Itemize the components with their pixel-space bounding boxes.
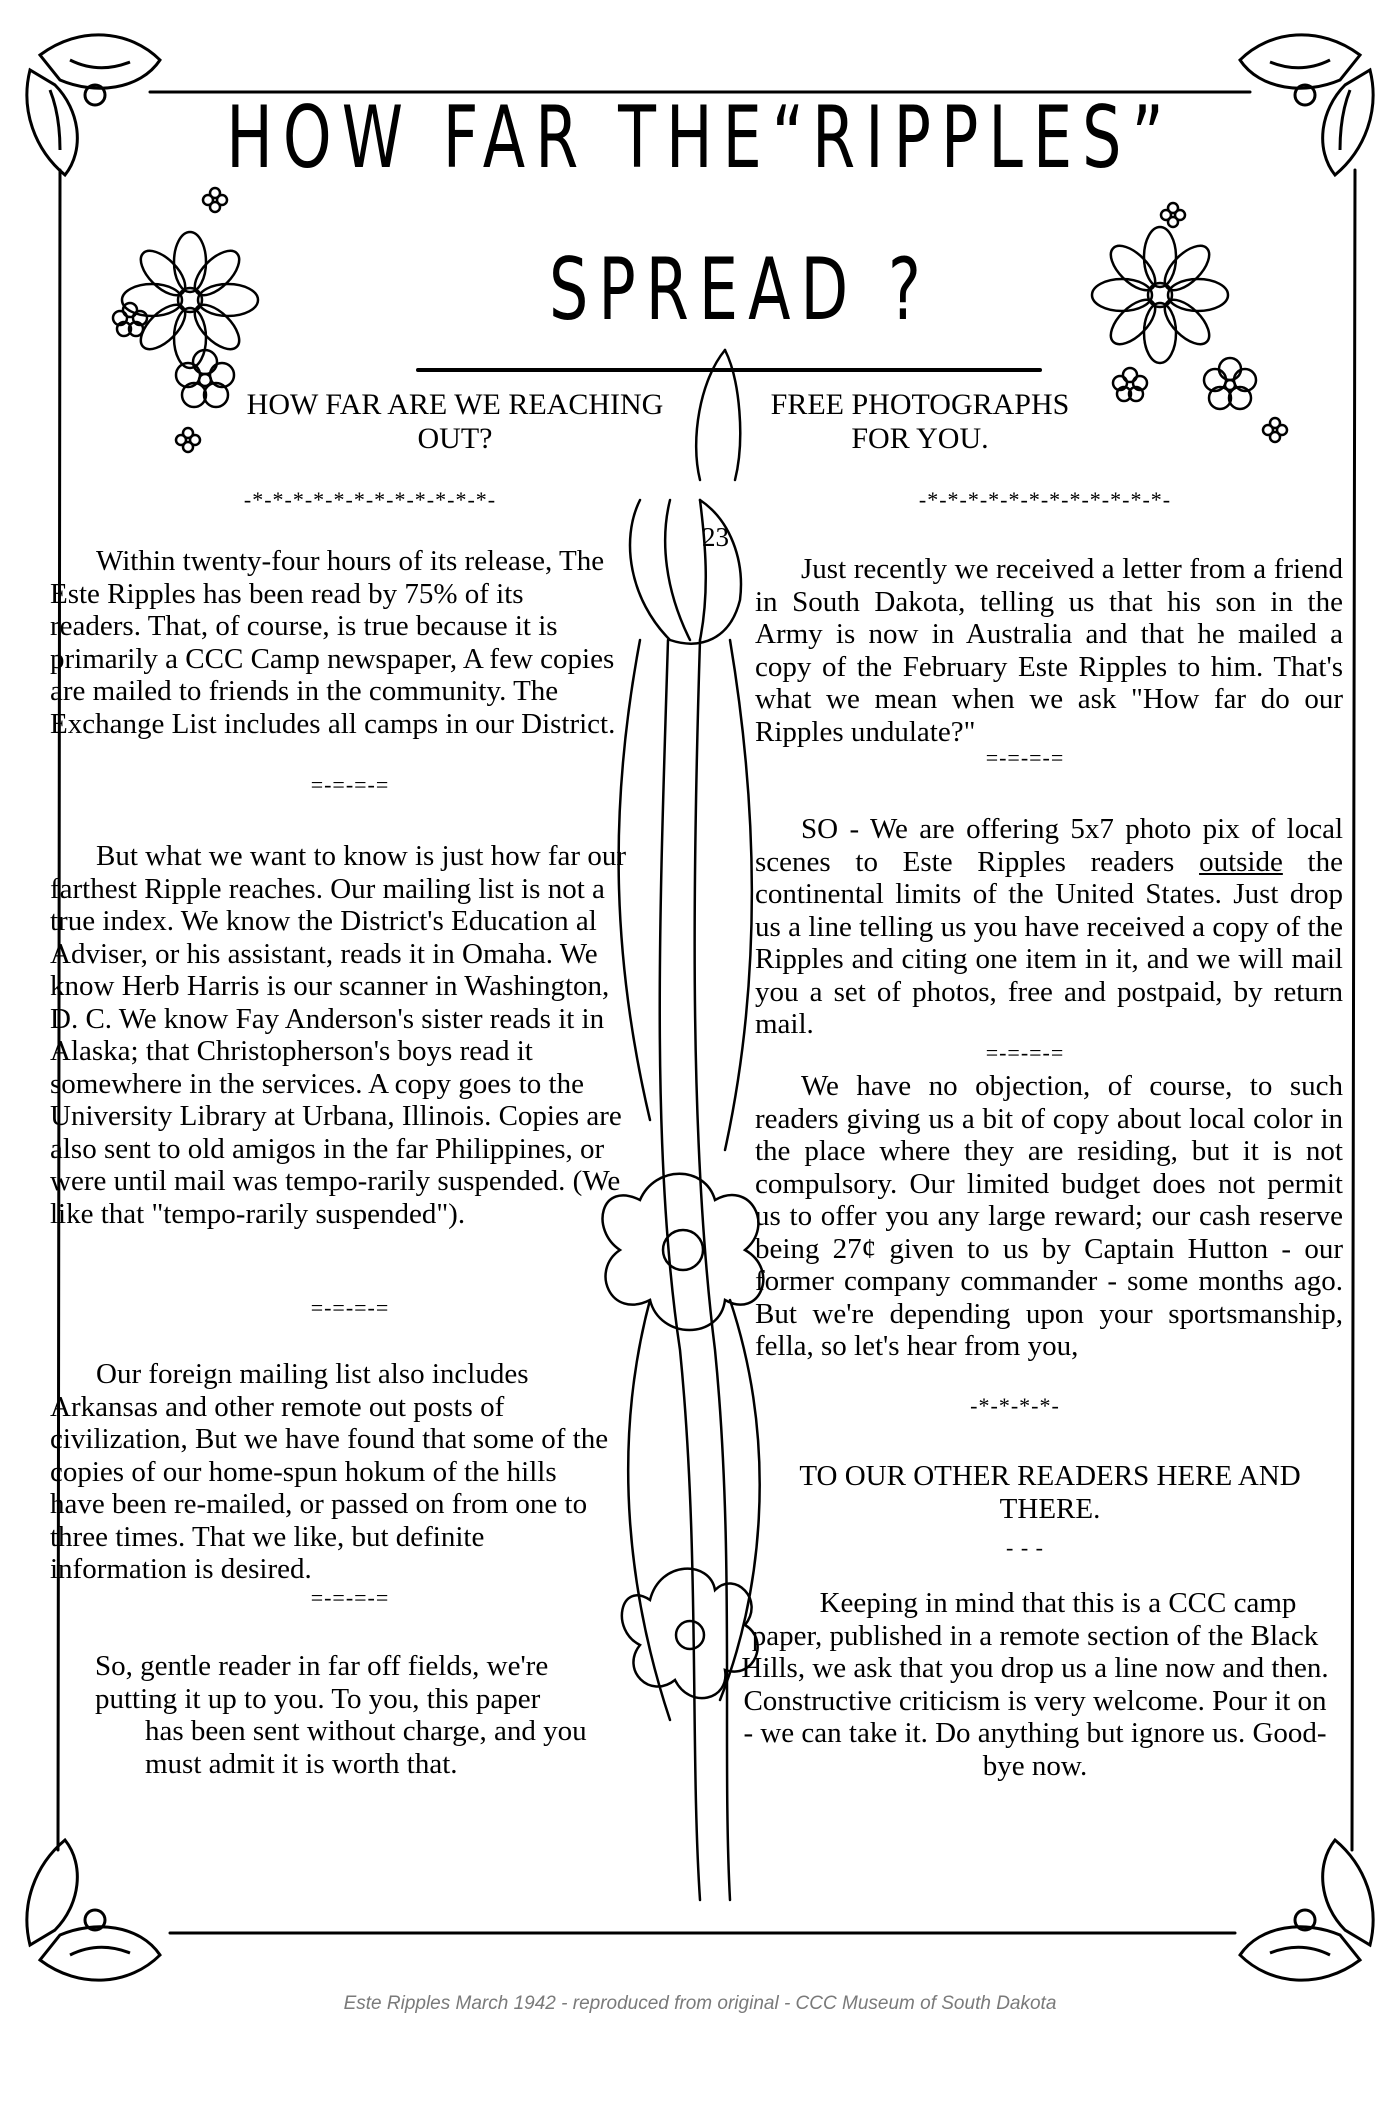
corner-ornament-bottom-right bbox=[1240, 1840, 1373, 1980]
right-paragraph-4: Keeping in mind that this is a CCC camp paper, published in a remote section of the Black Hills, we ask that you drop us a line now and then. Constructive criticism is very welcome. Pour it on - we can take it. Do anything but ignore us. Good-bye now. bbox=[741, 1587, 1329, 1782]
right-heading: FREE PHOTOGRAPHS FOR YOU. bbox=[770, 388, 1070, 455]
left-paragraph-4-continued: has been sent without charge, and you must admit it is worth that. bbox=[145, 1715, 587, 1780]
right-dashes: - - - bbox=[1006, 1535, 1044, 1560]
right-separator-3: -*-*-*-*- bbox=[970, 1393, 1060, 1418]
page-number: 23 bbox=[702, 522, 729, 552]
right-paragraph-1: Just recently we received a letter from a friend in South Dakota, telling us that his son in the Army is now in Australia and that he mailed a copy of the February Este Ripples to him. That's what we mean when we ask "How far do our Ripples undulate?" bbox=[755, 553, 1343, 748]
right-paragraph-2-text: SO - We are offering 5x7 photo pix of local scenes to Este Ripples readers bbox=[755, 813, 1343, 878]
left-separator-3: =-=-=-= bbox=[310, 1585, 390, 1610]
right-paragraph-2-rest: the continental limits of the United States. Just drop us a line telling us you have received a copy of the Ripples and citing one item in it, and we will mail you a set of photos, free and postpaid, by return mail. bbox=[755, 845, 1343, 1040]
left-paragraph-1: Within twenty-four hours of its release, The Este Ripples has been read by 75% of its readers. That, of course, is true because it is primarily a CCC Camp newspaper, A few copies are mailed to friends in the community. The Exchange List includes all camps in our District. bbox=[50, 545, 616, 740]
left-paragraph-4: So, gentle reader in far off fields, we're putting it up to you. To you, this paper bbox=[95, 1650, 549, 1715]
left-heading: HOW FAR ARE WE REACHING OUT? bbox=[246, 388, 664, 455]
corner-ornament-top-left bbox=[27, 35, 160, 175]
right-paragraph-2 bbox=[755, 813, 1343, 1041]
left-separator-1: =-=-=-= bbox=[310, 772, 390, 797]
outside-underlined-word: outside bbox=[1199, 845, 1283, 878]
left-paragraph-2: But what we want to know is just how far our farthest Ripple reaches. Our mailing list is not a true index. We know the District's Education al Adviser, or his assistant, reads it in Omaha. We know Herb Harris is our scanner in Washington, D. C. We know Fay Anderson's sister reads it in Alaska; that Christopherson's boys read it somewhere in the services. A copy goes to the University Library at Urbana, Illinois. Copies are also sent to old amigos in the far Philippines, or were until mail was tempo-rarily suspended. (We like that "tempo-rarily suspended"). bbox=[50, 840, 626, 1230]
title-line-2: SPREAD ? bbox=[548, 240, 932, 340]
left-separator-2: =-=-=-= bbox=[310, 1295, 390, 1320]
right-star-separator: -*-*-*-*-*-*-*-*-*-*-*-*- bbox=[918, 487, 1172, 512]
right-separator-2: =-=-=-= bbox=[985, 1040, 1065, 1065]
left-paragraph-3: Our foreign mailing list also includes Arkansas and other remote out posts of civilization, But we have found that some of the copies of our home-spun hokum of the hills have been re-mailed, or passed on from one to three times. That we like, but definite information is desired. bbox=[50, 1358, 609, 1585]
title-line-1: HOW FAR THE“RIPPLES” bbox=[226, 88, 1174, 188]
footer-credit: Este Ripples March 1942 - reproduced from original - CCC Museum of South Dakota bbox=[343, 1993, 1057, 2014]
left-star-separator: -*-*-*-*-*-*-*-*-*-*-*-*- bbox=[243, 487, 497, 512]
corner-ornament-bottom-left bbox=[27, 1840, 160, 1980]
right-paragraph-3: We have no objection, of course, to such readers giving us a bit of copy about local color in the place where they are residing, but it is not compulsory. Our limited budget does not permit us to offer you any large reward; our cash reserve being 27¢ given to us by Captain Hutton - our former company commander - some months ago. But we're depending upon your sportsmanship, fella, so let's hear from you, bbox=[755, 1070, 1343, 1362]
corner-ornament-top-right bbox=[1240, 35, 1373, 175]
right-separator-1: =-=-=-= bbox=[985, 745, 1065, 770]
right-heading-2: TO OUR OTHER READERS HERE AND THERE. bbox=[799, 1460, 1301, 1525]
